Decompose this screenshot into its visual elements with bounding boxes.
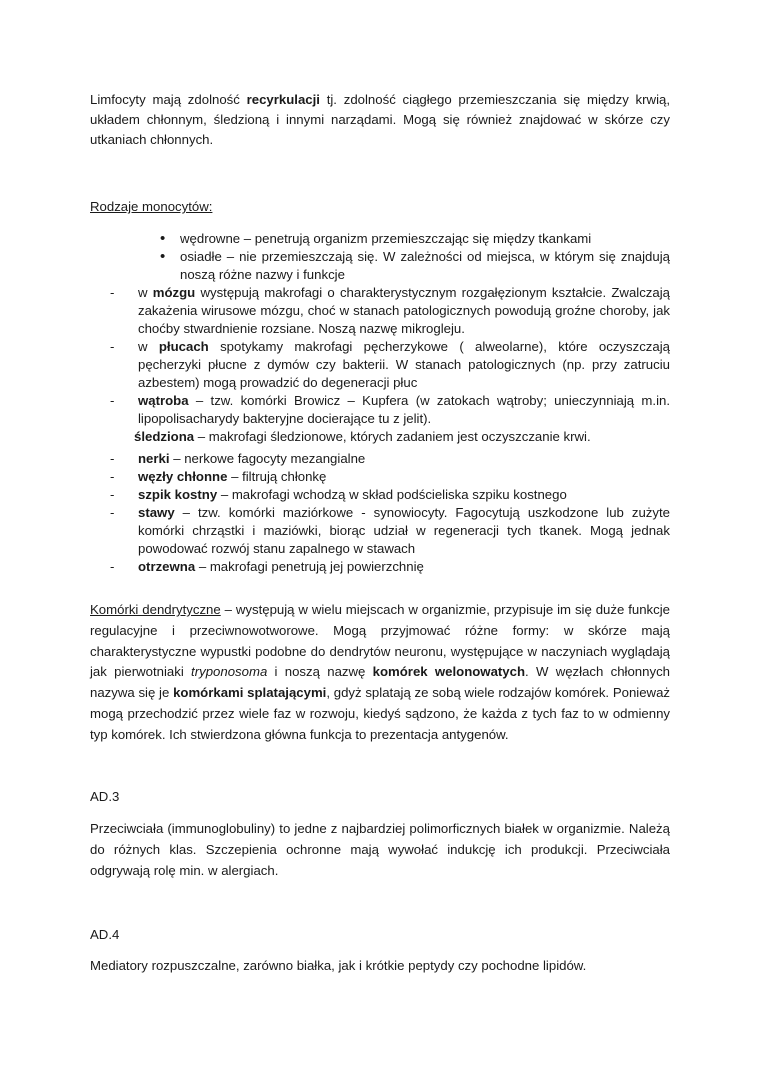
bold-term: komórek welonowatych: [372, 664, 526, 680]
dash-marker: -: [110, 285, 115, 300]
macrophage-location-list-2: [90, 450, 670, 576]
bullet-text: osiadłe – nie przemieszczają się. W zależności od miejsca, w którym się znajdują noszą różne nazwy i funkcje: [180, 249, 670, 282]
dash-marker: -: [110, 487, 115, 502]
list-item-lungs: [90, 338, 670, 392]
text-span: i noszą nazwę: [267, 664, 373, 680]
bold-term: szpik kostny: [138, 487, 218, 502]
bullet-text: wędrowne – penetrują organizm przemieszczając się między tkankami: [180, 231, 592, 246]
paragraph-mediators: Mediatory rozpuszczalne, zarówno białka, jak i krótkie peptydy czy pochodne lipidów.: [90, 958, 587, 973]
text-span: – tzw. komórki maziórkowe - synowiocyty. Fagocytują uszkodzone lub zużyte komórki chrząstki i maziówki, biorąc udział w regeneracji tych tkanek. Mogą jednak powodować rozwój stanu zapalnego w stawach: [138, 505, 670, 556]
dash-marker: -: [110, 339, 115, 354]
bold-term: nerki: [138, 451, 170, 466]
text-span: w: [138, 339, 159, 354]
bullet-icon: •: [160, 248, 166, 265]
spleen-line: [134, 428, 670, 446]
italic-term: tryponosoma: [191, 664, 268, 680]
text-span: – tzw. komórki Browicz – Kupfera (w zatokach wątroby; unieczynniają m.in. lipopolisacharydy bakteryjne docierające tu z jelit).: [138, 393, 670, 426]
list-item-bone-marrow: [90, 486, 670, 504]
list-item-liver: [90, 392, 670, 446]
text-span: . W węzłach chłonnych nazywa się je: [90, 664, 670, 701]
bold-term: otrzewna: [138, 559, 196, 574]
text-span: występują makrofagi o charakterystycznym rozgałęzionym kształcie. Zwalczają zakażenia wirusowe mózgu, choć w stanach patologicznych powodują groźne choroby, jak choćby stwardnienie rozsiane. Noszą nazwę mikrogleju.: [138, 285, 670, 336]
monocyte-bullet-list: [90, 230, 670, 284]
macrophage-location-list: [90, 284, 670, 446]
list-item-peritoneum: [90, 558, 670, 576]
bold-term: mózgu: [152, 285, 196, 300]
dash-marker: -: [110, 559, 115, 574]
bullet-item: [90, 230, 670, 248]
text-span: w: [138, 285, 153, 300]
bullet-icon: •: [160, 230, 166, 247]
underlined-term: Komórki dendrytyczne: [90, 602, 221, 617]
text-span: Limfocyty mają zdolność: [90, 92, 247, 107]
text-span: – filtrują chłonkę: [227, 469, 327, 484]
section-heading-ad3: AD.3: [90, 789, 120, 804]
text-span: – makrofagi penetrują jej powierzchnię: [195, 559, 424, 574]
dash-marker: -: [110, 469, 115, 484]
text-span: – występują w wielu miejscach w organizmie, przypisuje im się duże funkcje regulacyjne i przeciwnowotworowe. Mogą przyjmować różne formy: w skórze mają charakterystyczne wypustki podobne do dendrytów neuronu, występujące w naczyniach wyglądają jak pierwotniaki: [90, 602, 670, 680]
list-item-kidneys: [90, 450, 670, 468]
list-item-joints: [90, 504, 670, 558]
bold-term: recyrkulacji: [246, 92, 320, 107]
bold-term: węzły chłonne: [138, 469, 228, 484]
list-item-brain: [90, 284, 670, 338]
paragraph-dendritic-cells: [90, 600, 670, 746]
list-item-lymph-nodes: [90, 468, 670, 486]
dash-marker: -: [110, 393, 115, 408]
text-span: , gdyż splatają ze sobą wiele rodzajów komórek. Ponieważ mogą przechodzić przez wiele faz w rozwoju, kiedyś sądzono, że każda z tych faz to w odmienny typ komórek. Ich stwierdzona główna funkcja to prezentacja antygenów.: [90, 685, 670, 742]
paragraph-lymphocytes: [90, 90, 670, 150]
bold-term: wątroba: [138, 393, 189, 408]
bold-term: komórkami splatającymi: [173, 685, 327, 701]
text-span: – makrofagi wchodzą w skład podścieliska szpiku kostnego: [217, 487, 567, 502]
bullet-item: [90, 248, 670, 284]
text-span: tj. zdolność ciągłego przemieszczania się między krwią, układem chłonnym, śledzioną i innymi narządami. Mogą się również znajdować w skórze czy utkaniach chłonnych.: [90, 92, 670, 147]
bold-term: stawy: [138, 505, 175, 520]
text-span: – makrofagi śledzionowe, których zadaniem jest oczyszczanie krwi.: [194, 429, 591, 444]
bold-term: śledziona: [134, 429, 195, 444]
bold-term: płucach: [158, 339, 209, 354]
dash-marker: -: [110, 451, 115, 466]
paragraph-antibodies: Przeciwciała (immunoglobuliny) to jedne z najbardziej polimorficznych białek w organizmie. Należą do różnych klas. Szczepienia ochronne mają wywołać indukcję ich produkcji. Przeciwciała odgrywają rolę min. w alergiach.: [90, 821, 670, 878]
text-span: – nerkowe fagocyty mezangialne: [169, 451, 366, 466]
section-heading-ad4: AD.4: [90, 927, 120, 942]
dash-marker: -: [110, 505, 115, 520]
text-span: spotykamy makrofagi pęcherzykowe ( alweolarne), które oczyszczają pęcherzyki płucne z dymów czy bakterii. W stanach patologicznych (np. przy zatruciu azbestem) mogą prowadzić do degeneracji płuc: [138, 339, 670, 390]
monocyte-types-heading: Rodzaje monocytów:: [90, 199, 213, 214]
